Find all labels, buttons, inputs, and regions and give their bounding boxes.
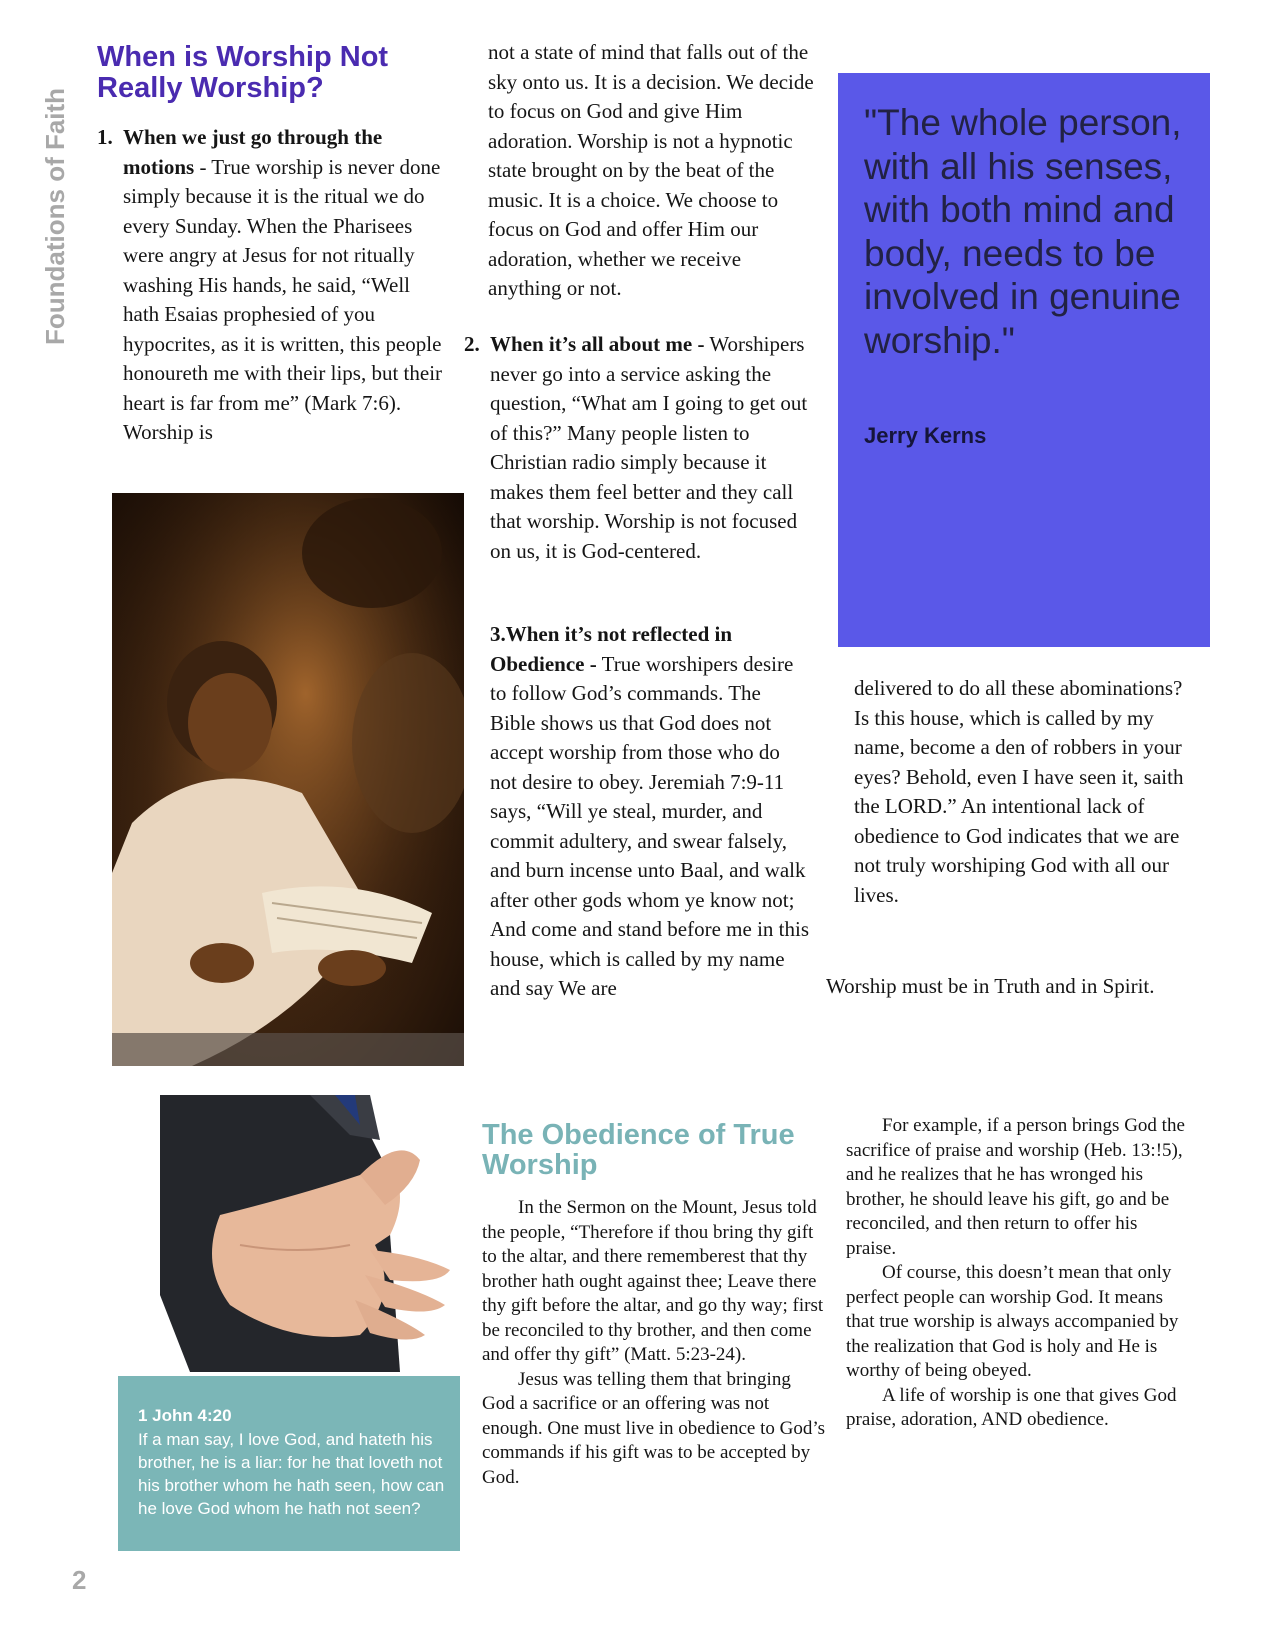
sidebar-title: Foundations of Faith — [40, 87, 70, 345]
item-1 — [97, 123, 445, 448]
outstretched-hand-illustration — [160, 1095, 460, 1372]
item-3 — [490, 620, 810, 1004]
section-2-paragraph-1: In the Sermon on the Mount, Jesus told the people, “Therefore if thou bring thy gift to the altar, and there rememberest that thy brother hath ought against thee; Leave there thy gift before the altar, and go thy way; first be reconciled to thy brother, and then come and offer thy gift” (Matt. 5:23-24). — [482, 1197, 824, 1365]
man-reading-bible-illustration — [112, 493, 464, 1066]
section-title: When is Worship Not Really Worship? — [97, 41, 389, 104]
page-number: 2 — [72, 1565, 87, 1595]
item-2-lead: When it’s all about me - — [490, 332, 705, 356]
handshake-photo — [160, 1095, 460, 1372]
pull-quote-author: Jerry Kerns — [864, 423, 987, 448]
section-2-column-right — [846, 1114, 1191, 1433]
section-2-paragraph-5: A life of worship is one that gives God praise, adoration, AND obedience. — [846, 1384, 1177, 1430]
item-1-text: - True worship is never done simply because it is the ritual we do every Sunday. When the Pharisees were angry at Jesus for not ritually washing His hands, he said, “Well hath Esaias prophesied of you hypocrites, as it is written, this people honoureth me with their lips, but their heart is far from me” (Mark 7:6). Worship is — [123, 154, 443, 444]
column-3-text: delivered to do all these abominations? Is this house, which is called by my name, become a den of robbers in your eyes? Behold, even I have seen it, saith the LORD.” An intentional lack of obedience to God indicates that we are not truly worshiping God with all our lives. — [854, 676, 1184, 907]
section-title-container — [97, 42, 437, 104]
pull-quote-text: "The whole person, with all his senses, with both mind and body, needs to be involved in genuine worship." — [864, 102, 1182, 361]
section-2-paragraph-4: Of course, this doesn’t mean that only perfect people can worship God. It means that true worship is always accompanied by the realization that God is holy and He is worthy of being obeyed. — [846, 1262, 1179, 1381]
verse-box — [118, 1376, 460, 1551]
item-3-lead: 3.When it’s not reflected in Obedience - — [490, 622, 733, 676]
section-2-paragraph-2: Jesus was telling them that bringing God a sacrifice or an offering was not enough. One must live in obedience to God’s commands if his gift was to be accepted by God. — [482, 1368, 825, 1488]
column-2-text: not a state of mind that falls out of the sky onto us. It is a decision. We decide to focus on God and give Him adoration. Worship is not a hypnotic state brought on by the beat of the music. It is a choice. We choose to focus on God and offer Him our adoration, whether we receive anything or not. — [488, 40, 814, 300]
verse-text: If a man say, I love God, and hateth his brother, he is a liar: for he that loveth not his brother whom he hath seen, how can he love God whom he hath not seen? — [138, 1430, 445, 1518]
item-1-number: 1. — [97, 125, 113, 149]
item-2-number: 2. — [464, 332, 480, 356]
section-2-title-container — [482, 1120, 822, 1180]
item-2-text: Worshipers never go into a service asking the question, “What am I going to get out of this?” Many people listen to Christian radio simply because it makes them feel better and they call that worship. Worship is not focused on us, it is God-centered. — [490, 332, 808, 563]
section-2-paragraph-3: For example, if a person brings God the sacrifice of praise and worship (Heb. 13:!5), and he realizes that he has wronged his brother, he should leave his gift, go and be reconciled, and then return to offer his praise. — [846, 1115, 1185, 1259]
column-3-closing: Worship must be in Truth and in Spirit. — [826, 974, 1155, 998]
verse-reference: 1 John 4:20 — [138, 1406, 232, 1425]
section-2-title: The Obedience of True Worship — [482, 1119, 795, 1181]
item-1-lead: When we just go through the motions — [123, 125, 383, 179]
pull-quote-box — [838, 73, 1210, 647]
item-3-text: True worshipers desire to follow God’s commands. The Bible shows us that God does not accept worship from those who do not desire to obey. Jeremiah 7:9-11 says, “Will ye steal, murder, and commit adultery, and swear falsely, and burn incense unto Baal, and walk after other gods whom ye know not; And come and stand before me in this house, which is called by my name and say We are — [490, 651, 809, 1000]
section-2-column-left — [482, 1196, 827, 1490]
item-2 — [464, 330, 808, 566]
worship-photo — [112, 493, 464, 1066]
